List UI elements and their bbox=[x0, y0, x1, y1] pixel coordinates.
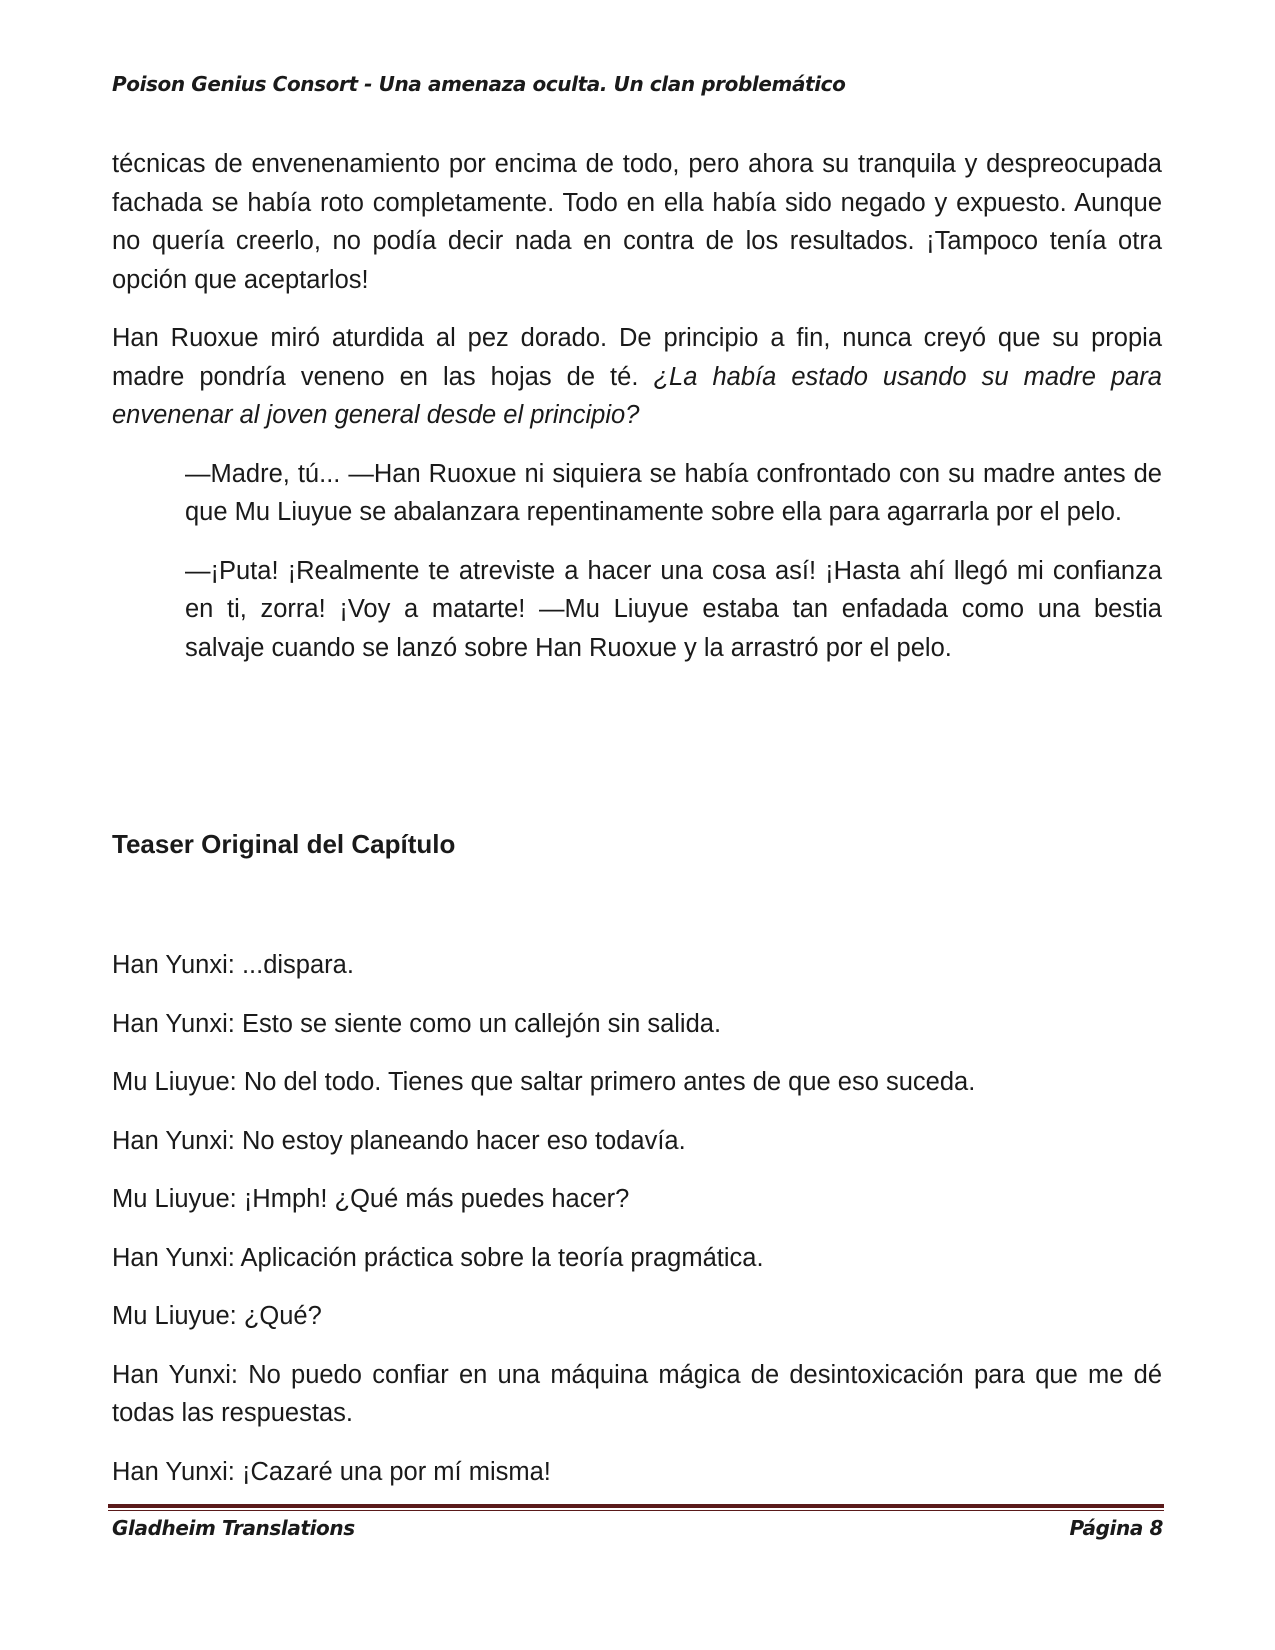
footer-divider bbox=[108, 1504, 1164, 1511]
italic-thought: ¿La había estado usando su madre para envenenar al joven general desde el principio? bbox=[112, 362, 1162, 429]
section-heading: Teaser Original del Capítulo bbox=[112, 829, 456, 859]
dialogue-line: Han Yunxi: Esto se siente como un callejón sin salida. bbox=[112, 1009, 722, 1038]
paragraph: técnicas de envenenamiento por encima de todo, pero ahora su tranquila y despreocupada fachada se había roto completamente. Todo en ella había sido negado y expuesto. Aunque no quería creerlo, no podía decir nada en contra de los resultados. ¡Tampoco tenía otra opción que aceptarlos! bbox=[112, 150, 1162, 294]
paragraph-text: Han Ruoxue miró aturdida al pez dorado. De principio a fin, nunca creyó que su propia madre pondría veneno en las hojas de té. bbox=[112, 324, 1162, 391]
dialogue-list bbox=[112, 946, 1162, 1511]
body-text bbox=[112, 145, 1162, 687]
paragraph bbox=[112, 319, 1162, 435]
dialogue-line: Han Yunxi: No puedo confiar en una máquina mágica de desintoxicación para que me dé todas las respuestas. bbox=[112, 1360, 1162, 1427]
footer-publisher: Gladheim Translations bbox=[112, 1516, 355, 1540]
page-number: Página 8 bbox=[1069, 1516, 1163, 1540]
dialogue-line: Mu Liuyue: No del todo. Tienes que saltar primero antes de que eso suceda. bbox=[112, 1068, 976, 1096]
dialogue-line: Mu Liuyue: ¡Hmph! ¿Qué más puedes hacer? bbox=[112, 1185, 630, 1213]
page-header: Poison Genius Consort - Una amenaza oculta. Un clan problemático bbox=[112, 72, 846, 96]
dialogue-line: Mu Liuyue: ¿Qué? bbox=[112, 1302, 322, 1330]
dialogue-line: Han Yunxi: ...dispara. bbox=[112, 951, 354, 979]
dialogue-line: Han Yunxi: Aplicación práctica sobre la teoría pragmática. bbox=[112, 1243, 764, 1272]
dialogue-line: Han Yunxi: No estoy planeando hacer eso todavía. bbox=[112, 1126, 686, 1155]
indented-paragraph: —¡Puta! ¡Realmente te atreviste a hacer una cosa así! ¡Hasta ahí llegó mi confianza en ti, zorra! ¡Voy a matarte! —Mu Liuyue estaba tan enfadada como una bestia salvaje cuando se lanzó sobre Han Ruoxue y la arrastró por el pelo. bbox=[185, 556, 1162, 662]
indented-paragraph: —Madre, tú... —Han Ruoxue ni siquiera se había confrontado con su madre antes de que Mu Liuyue se abalanzara repentinamente sobre ella para agarrarla por el pelo. bbox=[185, 459, 1162, 526]
dialogue-line: Han Yunxi: ¡Cazaré una por mí misma! bbox=[112, 1457, 551, 1486]
